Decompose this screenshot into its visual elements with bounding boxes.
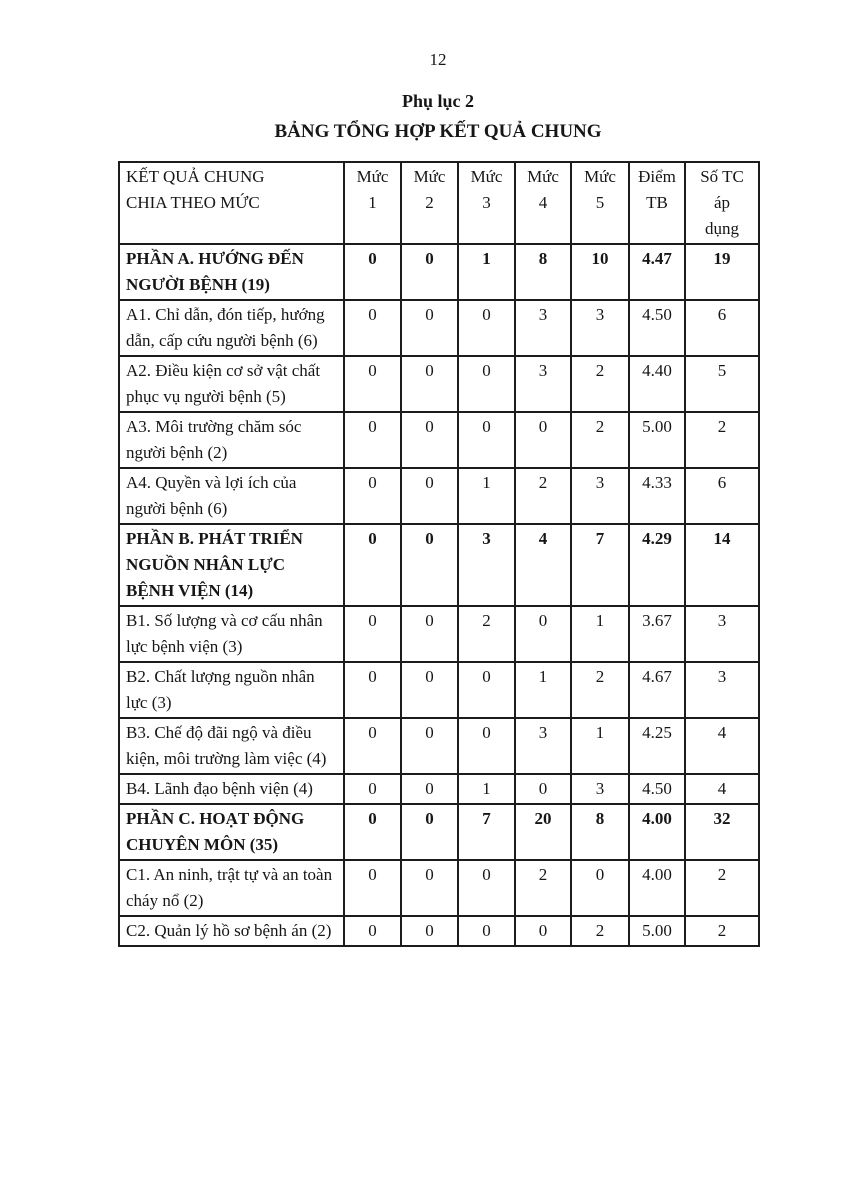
cell-value: 0 (401, 718, 458, 774)
cell-value: 3 (571, 300, 629, 356)
cell-value: 10 (571, 244, 629, 300)
cell-value: 0 (344, 916, 401, 946)
cell-value: 0 (344, 468, 401, 524)
cell-value: 5.00 (629, 412, 685, 468)
cell-value: 4.33 (629, 468, 685, 524)
column-header-5: Mức 5 (571, 162, 629, 244)
row-label: PHẦN A. HƯỚNG ĐẾN NGƯỜI BỆNH (19) (119, 244, 344, 300)
table-row (119, 662, 759, 718)
cell-value: 0 (401, 606, 458, 662)
cell-value: 2 (685, 916, 759, 946)
cell-value: 2 (515, 860, 571, 916)
cell-value: 2 (571, 662, 629, 718)
column-header-3: Mức 3 (458, 162, 515, 244)
cell-value: 1 (458, 468, 515, 524)
column-header-4: Mức 4 (515, 162, 571, 244)
cell-value: 4.47 (629, 244, 685, 300)
page-number: 12 (429, 50, 447, 69)
cell-value: 4.40 (629, 356, 685, 412)
cell-value: 4 (685, 718, 759, 774)
row-label: B2. Chất lượng nguồn nhân lực (3) (119, 662, 344, 718)
cell-value: 0 (344, 860, 401, 916)
cell-value: 0 (401, 300, 458, 356)
cell-value: 4.00 (629, 860, 685, 916)
cell-value: 6 (685, 300, 759, 356)
page-content (118, 0, 758, 947)
column-header-2: Mức 2 (401, 162, 458, 244)
section-row (119, 524, 759, 606)
cell-value: 4.00 (629, 804, 685, 860)
cell-value: 2 (571, 916, 629, 946)
table-row (119, 774, 759, 804)
cell-value: 0 (515, 916, 571, 946)
row-label: A2. Điều kiện cơ sở vật chất phục vụ người bệnh (5) (119, 356, 344, 412)
row-label: A4. Quyền và lợi ích của người bệnh (6) (119, 468, 344, 524)
cell-value: 0 (401, 412, 458, 468)
appendix-heading: Phụ lục 2 (401, 91, 475, 111)
document-title: BẢNG TỔNG HỢP KẾT QUẢ CHUNG (274, 121, 602, 142)
cell-value: 4 (515, 524, 571, 606)
cell-value: 0 (458, 916, 515, 946)
row-label: B4. Lãnh đạo bệnh viện (4) (119, 774, 344, 804)
cell-value: 4.67 (629, 662, 685, 718)
cell-value: 0 (401, 524, 458, 606)
cell-value: 0 (515, 606, 571, 662)
cell-value: 4.25 (629, 718, 685, 774)
row-label: C1. An ninh, trật tự và an toàn cháy nổ (2) (119, 860, 344, 916)
row-label: PHẦN B. PHÁT TRIỂN NGUỒN NHÂN LỰC BỆNH VIỆN (14) (119, 524, 344, 606)
cell-value: 0 (401, 662, 458, 718)
cell-value: 14 (685, 524, 759, 606)
cell-value: 1 (515, 662, 571, 718)
row-label: C2. Quản lý hồ sơ bệnh án (2) (119, 916, 344, 946)
cell-value: 0 (344, 412, 401, 468)
cell-value: 1 (571, 718, 629, 774)
cell-value: 1 (571, 606, 629, 662)
cell-value: 8 (515, 244, 571, 300)
cell-value: 0 (401, 774, 458, 804)
cell-value: 0 (401, 916, 458, 946)
cell-value: 3 (571, 774, 629, 804)
cell-value: 0 (458, 356, 515, 412)
cell-value: 0 (458, 662, 515, 718)
cell-value: 7 (571, 524, 629, 606)
cell-value: 8 (571, 804, 629, 860)
cell-value: 3 (458, 524, 515, 606)
cell-value: 4 (685, 774, 759, 804)
table-row (119, 916, 759, 946)
table-body (119, 244, 759, 946)
cell-value: 0 (571, 860, 629, 916)
cell-value: 2 (458, 606, 515, 662)
cell-value: 7 (458, 804, 515, 860)
cell-value: 0 (515, 774, 571, 804)
cell-value: 0 (344, 774, 401, 804)
row-label: PHẦN C. HOẠT ĐỘNG CHUYÊN MÔN (35) (119, 804, 344, 860)
cell-value: 0 (401, 356, 458, 412)
cell-value: 0 (344, 300, 401, 356)
cell-value: 0 (401, 860, 458, 916)
cell-value: 0 (344, 804, 401, 860)
column-header-7: Số TC áp dụng (685, 162, 759, 244)
cell-value: 2 (571, 356, 629, 412)
cell-value: 4.50 (629, 300, 685, 356)
cell-value: 3 (685, 662, 759, 718)
cell-value: 3 (685, 606, 759, 662)
cell-value: 5 (685, 356, 759, 412)
cell-value: 0 (344, 606, 401, 662)
section-row (119, 244, 759, 300)
cell-value: 2 (571, 412, 629, 468)
cell-value: 2 (515, 468, 571, 524)
table-row (119, 300, 759, 356)
cell-value: 19 (685, 244, 759, 300)
cell-value: 5.00 (629, 916, 685, 946)
cell-value: 3 (515, 356, 571, 412)
cell-value: 2 (685, 412, 759, 468)
table-row (119, 356, 759, 412)
cell-value: 0 (401, 804, 458, 860)
section-row (119, 804, 759, 860)
column-header-1: Mức 1 (344, 162, 401, 244)
table-row (119, 718, 759, 774)
cell-value: 0 (401, 244, 458, 300)
cell-value: 1 (458, 244, 515, 300)
cell-value: 0 (515, 412, 571, 468)
cell-value: 0 (458, 300, 515, 356)
cell-value: 0 (344, 524, 401, 606)
cell-value: 3 (571, 468, 629, 524)
table-row (119, 860, 759, 916)
cell-value: 32 (685, 804, 759, 860)
cell-value: 1 (458, 774, 515, 804)
table-row (119, 468, 759, 524)
cell-value: 20 (515, 804, 571, 860)
table-row (119, 412, 759, 468)
row-label: B1. Số lượng và cơ cấu nhân lực bệnh viện (3) (119, 606, 344, 662)
table-header-row (119, 162, 759, 244)
cell-value: 0 (344, 718, 401, 774)
cell-value: 0 (458, 412, 515, 468)
cell-value: 6 (685, 468, 759, 524)
cell-value: 3.67 (629, 606, 685, 662)
row-label: A1. Chỉ dẫn, đón tiếp, hướng dẫn, cấp cứu người bệnh (6) (119, 300, 344, 356)
table-row (119, 606, 759, 662)
cell-value: 3 (515, 718, 571, 774)
table-header (119, 162, 759, 244)
cell-value: 0 (344, 662, 401, 718)
cell-value: 4.29 (629, 524, 685, 606)
table-corner-header: KẾT QUẢ CHUNG CHIA THEO MỨC (119, 162, 344, 244)
cell-value: 0 (401, 468, 458, 524)
cell-value: 2 (685, 860, 759, 916)
cell-value: 4.50 (629, 774, 685, 804)
cell-value: 0 (344, 244, 401, 300)
cell-value: 0 (458, 860, 515, 916)
cell-value: 0 (458, 718, 515, 774)
cell-value: 0 (344, 356, 401, 412)
row-label: A3. Môi trường chăm sóc người bệnh (2) (119, 412, 344, 468)
cell-value: 3 (515, 300, 571, 356)
row-label: B3. Chế độ đãi ngộ và điều kiện, môi trường làm việc (4) (119, 718, 344, 774)
summary-results-table (118, 161, 760, 947)
column-header-6: Điểm TB (629, 162, 685, 244)
